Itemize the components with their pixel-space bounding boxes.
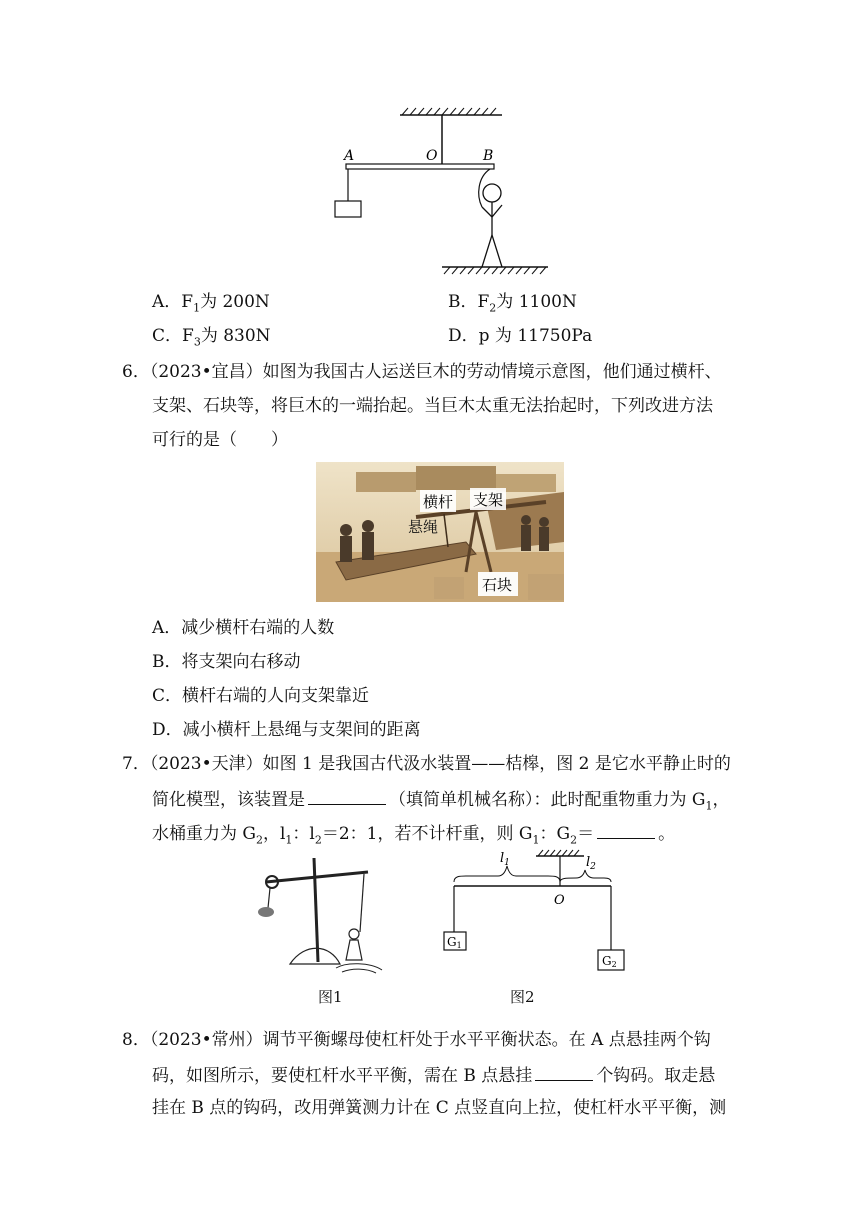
q7-stem-line-1: 7．（2023•天津）如图 1 是我国古代汲水装置——桔槔，图 2 是它水平静止时的 [122, 754, 731, 774]
q7-fig2-g2: G2 [602, 954, 617, 969]
q6-stem-line-2: 支架、石块等，将巨木的一端抬起。当巨木太重无法抬起时，下列改进方法 [152, 396, 713, 416]
q6-label-rope: 悬绳 [408, 518, 439, 536]
q5-option-c: C．$F_3$为 830N [152, 326, 271, 349]
q8-stem-line-2: 码，如图所示，要使杠杆水平平衡，需在 B 点悬挂 个钩码。取走悬 [152, 1062, 715, 1088]
q5-lever-figure [330, 105, 560, 280]
q5-option-a: A．$F_1$为 200N [152, 292, 270, 315]
q5-label-a: A [344, 148, 355, 164]
q7-stem-line-3: 水桶重力为 $G_2$，$l_1$：$l_2=2$：1，若不计杆重，则 $G_1$：$G_2=$ 。 [152, 820, 675, 852]
q6-option-c: C．横杆右端的人向支架靠近 [152, 686, 370, 706]
q6-stem-line-3: 可行的是（ ） [152, 430, 288, 450]
q7-stem-line-2: 简化模型，该装置是 （填简单机械名称）：此时配重物重力为 $G_1$， [152, 786, 729, 818]
q5-label-o: O [426, 148, 438, 164]
q6-stem-line-1: 6．（2023•宜昌）如图为我国古人运送巨木的劳动情境示意图，他们通过横杆、 [122, 362, 722, 382]
q7-fig2-caption: 图2 [510, 988, 535, 1006]
q5-option-d: D．p 为 11750Pa [448, 326, 593, 346]
q8-stem-line-3: 挂在 B 点的钩码，改用弹簧测力计在 C 点竖直向上拉，使杠杆水平平衡，测 [152, 1098, 727, 1118]
q6-ancient-log-figure [316, 462, 564, 602]
q6-option-b: B．将支架向右移动 [152, 652, 301, 672]
q6-option-a: A．减少横杆右端的人数 [152, 618, 335, 638]
q7-fig1-shadoof [250, 852, 390, 976]
q7-fig2-g1: G1 [447, 935, 462, 950]
q5-label-b: B [483, 148, 494, 164]
q6-label-lever: 横杆 [423, 493, 454, 511]
q7-fig1-caption: 图1 [318, 988, 343, 1006]
q8-blank-1[interactable] [535, 1062, 593, 1081]
q6-label-stone: 石块 [482, 576, 513, 594]
q7-fig2-o: O [554, 893, 565, 908]
q7-fig2-model [436, 846, 636, 974]
q7-blank-1[interactable] [308, 786, 386, 805]
q8-stem-line-1: 8．（2023•常州）调节平衡螺母使杠杆处于水平平衡状态。在 A 点悬挂两个钩 [122, 1030, 711, 1050]
q6-label-support: 支架 [473, 491, 504, 509]
q6-option-d: D．减小横杆上悬绳与支架间的距离 [152, 720, 421, 740]
q7-blank-2[interactable] [597, 820, 655, 839]
q7-fig2-l1: $l_1$ [500, 851, 510, 868]
q5-option-b: B．$F_2$为 1100N [448, 292, 577, 315]
q7-fig2-l2: $l_2$ [586, 855, 596, 872]
